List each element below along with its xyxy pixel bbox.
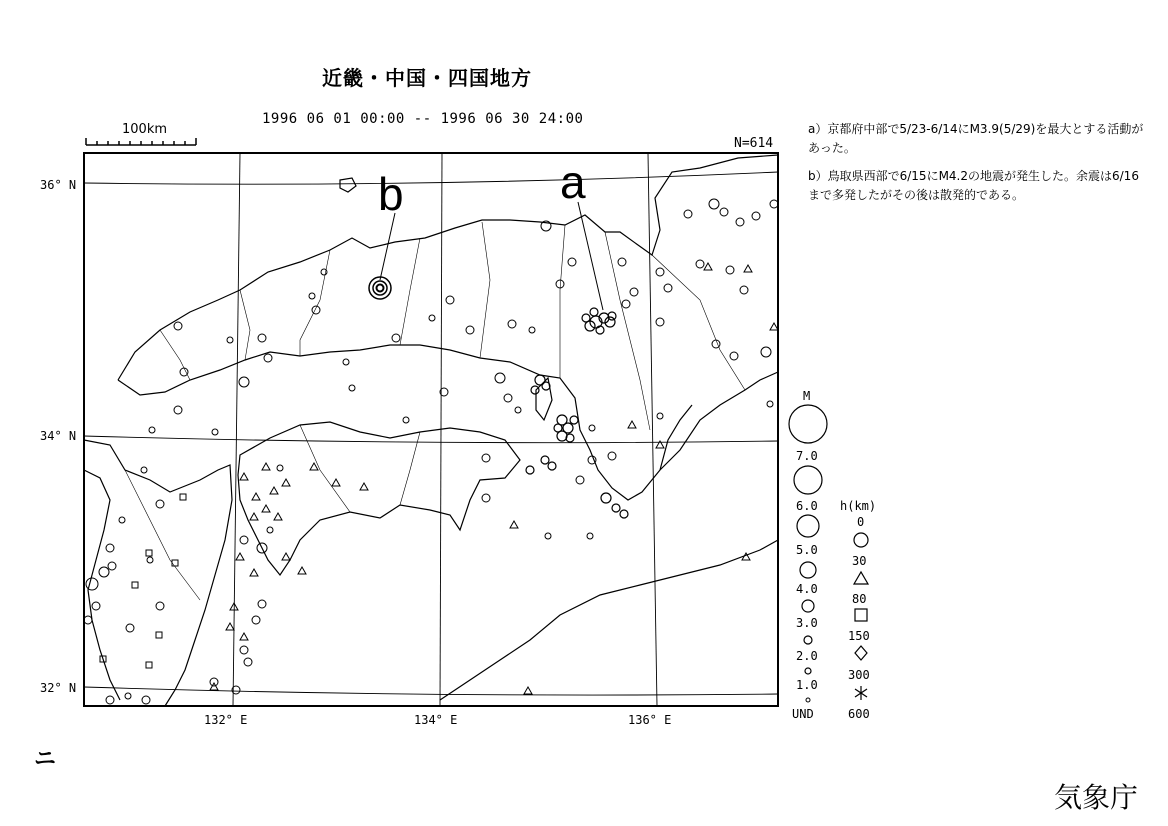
legend-m-symbol xyxy=(789,405,827,443)
legend-m-2: 2.0 xyxy=(796,649,818,663)
legend-h-title: h(km) xyxy=(840,499,877,513)
legend-m-7: 7.0 xyxy=(796,449,818,463)
legend-m-symbol xyxy=(805,668,811,674)
lon-label-136: 136° E xyxy=(628,713,672,727)
legend-m-title: M xyxy=(803,389,811,403)
legend-m-1: 1.0 xyxy=(796,678,818,692)
lat-label-32: 32° N xyxy=(40,681,77,695)
event-a-cluster xyxy=(582,308,616,334)
event-osaka-cluster xyxy=(526,375,628,518)
map-title: 近畿・中国・四国地方 xyxy=(322,66,532,90)
page-mark: ニ xyxy=(34,747,57,772)
magnitude-legend xyxy=(789,389,827,721)
legend-h-600: 600 xyxy=(848,707,870,721)
scale-bar xyxy=(86,138,196,145)
annotation-a: a）京都府中部で5/23-6/14にM3.9(5/29)を最大とする活動があった。 xyxy=(808,122,1144,155)
lat-label-34: 34° N xyxy=(40,429,77,443)
legend-m-symbol xyxy=(800,562,816,578)
legend-m-6: 6.0 xyxy=(796,499,818,513)
date-range: 1996 06 01 00:00 -- 1996 06 30 24:00 xyxy=(262,111,584,127)
legend-h-square xyxy=(855,609,867,621)
depth-legend xyxy=(840,499,876,721)
legend-h-asterisk xyxy=(855,686,867,700)
legend-h-triangle xyxy=(854,572,868,584)
legend-h-150: 150 xyxy=(848,629,870,643)
legend-h-80: 80 xyxy=(852,592,867,606)
legend-m-4: 4.0 xyxy=(796,582,818,596)
legend-m-symbol xyxy=(804,636,812,644)
event-scatter xyxy=(84,199,778,704)
legend-m-symbol xyxy=(797,515,819,537)
legend-h-0: 0 xyxy=(857,515,865,529)
annotation-b: b）鳥取県西部で6/15にM4.2の地震が発生した。余震は6/16まで多発したがその後は散発的である。 xyxy=(808,169,1139,202)
marker-a: a xyxy=(560,156,586,208)
legend-m-symbol xyxy=(794,466,822,494)
coastline xyxy=(84,155,778,706)
marker-b: b xyxy=(378,168,404,220)
event-count: N=614 xyxy=(734,136,774,151)
legend-m-und: UND xyxy=(792,707,814,721)
scale-bar-label: 100km xyxy=(122,122,168,137)
legend-h-circle xyxy=(854,533,868,547)
legend-m-symbol xyxy=(806,698,810,702)
lon-label-132: 132° E xyxy=(204,713,248,727)
annotation-leaders xyxy=(380,202,603,310)
legend-h-diamond xyxy=(855,646,867,660)
lat-label-36: 36° N xyxy=(40,178,77,192)
event-squares xyxy=(100,494,186,668)
lon-label-134: 134° E xyxy=(414,713,458,727)
legend-m-3: 3.0 xyxy=(796,616,818,630)
legend-m-5: 5.0 xyxy=(796,543,818,557)
legend-h-30: 30 xyxy=(852,554,867,568)
legend-m-symbol xyxy=(802,600,814,612)
legend-h-300: 300 xyxy=(848,668,870,682)
agency-name: 気象庁 xyxy=(1054,781,1139,814)
event-b-cluster xyxy=(369,277,391,299)
